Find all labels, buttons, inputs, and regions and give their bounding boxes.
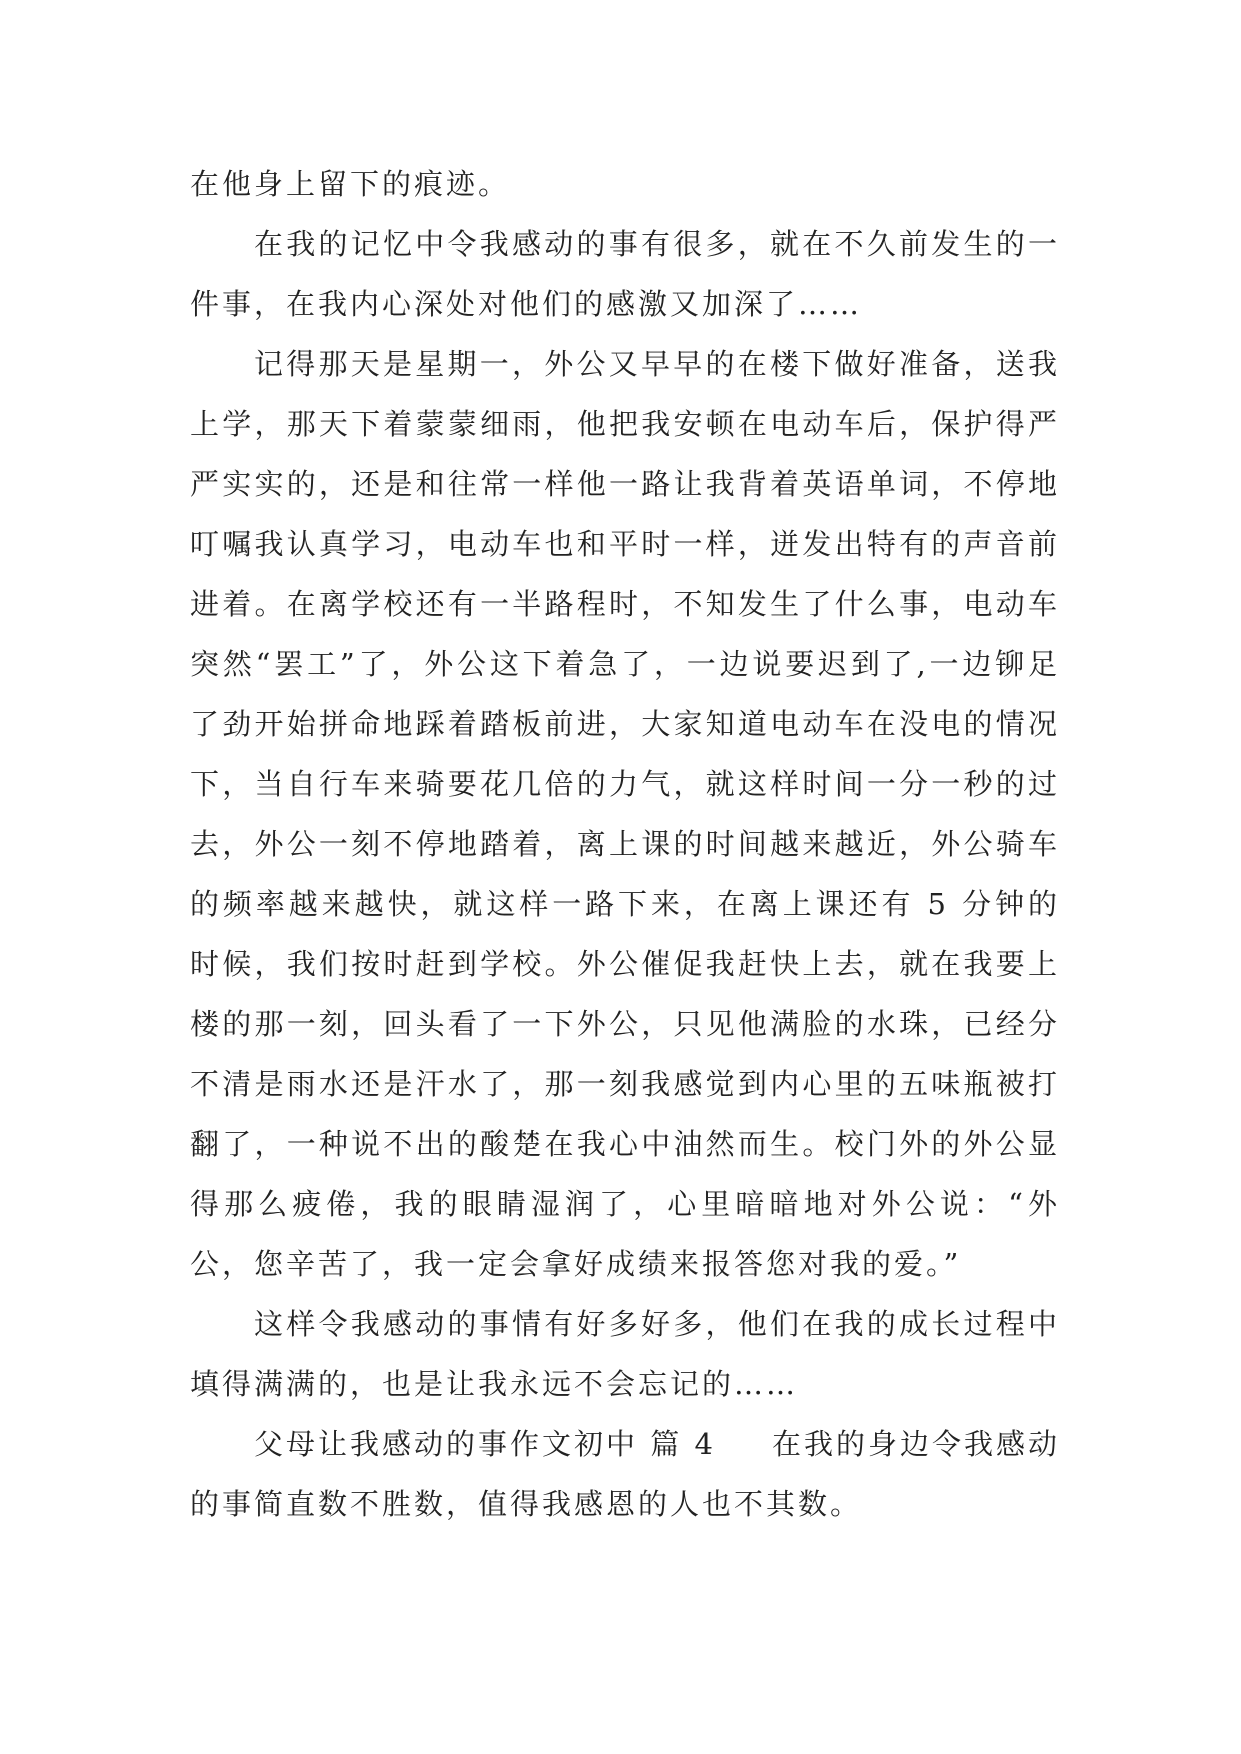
paragraph-1: 在他身上留下的痕迹。 <box>190 167 511 201</box>
section-heading: 父母让我感动的事作文初中 篇 4 <box>254 1427 716 1461</box>
paragraph-5 <box>190 1414 1060 1534</box>
paragraph-2: 在我的记忆中令我感动的事有很多，就在不久前发生的一件事，在我内心深处对他们的感激又加深了…… <box>190 227 1060 321</box>
paragraph-3: 记得那天是星期一，外公又早早的在楼下做好准备，送我上学，那天下着蒙蒙细雨，他把我安顿在电动车后，保护得严严实实的，还是和往常一样他一路让我背着英语单词，不停地叮嘱我认真学习，电动车也和平时一样，迸发出特有的声音前进着。在离学校还有一半路程时，不知发生了什么事，电动车突然“罢工”了，外公这下着急了，一边说要迟到了,一边铆足了劲开始拼命地踩着踏板前进，大家知道电动车在没电的情况下，当自行车来骑要花几倍的力气，就这样时间一分一秒的过去，外公一刻不停地踏着，离上课的时间越来越近，外公骑车的频率越来越快，就这样一路下来，在离上课还有 5 分钟的时候，我们按时赶到学校。外公催促我赶快上去，就在我要上楼的那一刻，回头看了一下外公，只见他满脸的水珠，已经分不清是雨水还是汗水了，那一刻我感觉到内心里的五味瓶被打翻了，一种说不出的酸楚在我心中油然而生。校门外的外公显得那么疲倦，我的眼睛湿润了，心里暗暗地对外公说：“外公，您辛苦了，我一定会拿好成绩来报答您对我的爱。” <box>190 347 1060 1281</box>
paragraph-4: 这样令我感动的事情有好多好多，他们在我的成长过程中填得满满的，也是让我永远不会忘记的…… <box>190 1307 1060 1401</box>
document-body <box>190 154 1060 1534</box>
paragraph-5-text: 在我的身边令我感动的事简直数不胜数，值得我感恩的人也不其数。 <box>190 1427 1060 1521</box>
